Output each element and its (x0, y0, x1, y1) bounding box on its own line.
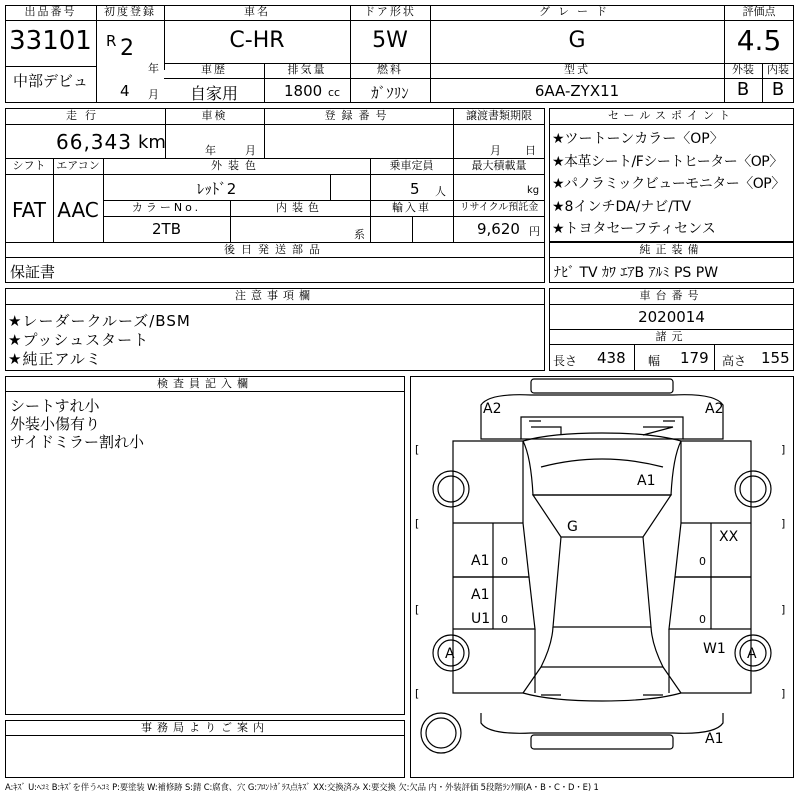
mark-windshield: G (567, 519, 578, 535)
mark-front-right: A2 (705, 401, 724, 417)
chassis-value: 2020014 (638, 308, 705, 326)
dims-label: 諸元 (655, 330, 688, 343)
width-value: 179 (680, 349, 709, 367)
note-item: ★レーダークルーズ/BSM (8, 312, 191, 330)
recycle-unit: 円 (529, 225, 540, 238)
mark-front-left: A2 (483, 401, 502, 417)
bracket-left: [ (415, 687, 420, 700)
int-color-label: 内装色 (276, 201, 324, 214)
fuel-label: 燃料 (377, 63, 403, 76)
era-prefix: R (106, 32, 117, 50)
car-diagram (410, 376, 794, 778)
mark-right-rear-fender: W1 (703, 641, 726, 657)
length-value: 438 (597, 349, 626, 367)
interior-value: B (771, 79, 785, 100)
mark-right-front-door: XX (719, 529, 739, 545)
grade-value: G (568, 28, 586, 53)
bracket-right: ] (781, 687, 786, 700)
inspector-line: サイドミラー割れ小 (10, 433, 144, 451)
bracket-left: [ (415, 603, 420, 616)
capacity-label: 乗車定員 (389, 159, 434, 172)
office-label: 事務局よりご案内 (141, 721, 269, 734)
debut-label: 中部デビュ (12, 72, 88, 90)
inspector-line: シートすれ小 (10, 397, 100, 415)
inspection-year-unit: 年 (205, 144, 216, 157)
note-item: ★純正アルミ (8, 350, 102, 368)
inspection-month-unit: 月 (245, 144, 256, 157)
mileage-unit: km (138, 132, 166, 153)
history-value: 自家用 (189, 84, 238, 103)
interior-label: 内装 (767, 63, 789, 76)
chassis-label: 車台番号 (639, 289, 704, 302)
model-value: 6AA-ZYX11 (534, 82, 620, 100)
mark-zero: 0 (699, 613, 706, 626)
sales-point-item: ★本革シート/Fシートヒーター〈OP〉 (552, 154, 783, 170)
mark-zero: 0 (699, 555, 706, 568)
inspection-label: 車検 (201, 109, 228, 122)
load-unit: kg (527, 185, 540, 196)
inspector-label: 検査員記入欄 (157, 377, 253, 390)
bracket-right: ] (781, 443, 786, 456)
equipment-value: ﾅﾋﾞ TV ｶﾜ ｴｱB ｱﾙﾐ PS PW (554, 265, 719, 281)
width-label: 幅 (648, 354, 661, 368)
first-reg-label: 初度登録 (104, 5, 156, 18)
shift-label: シフト (12, 159, 46, 172)
mark-left-front-door: A1 (471, 553, 490, 569)
int-color-unit: 系 (354, 228, 365, 241)
bracket-left: [ (415, 517, 420, 530)
mark-left-rear-door-1: A1 (471, 587, 490, 603)
year-unit: 年 (148, 62, 159, 75)
displacement-label: 排気量 (287, 63, 327, 76)
aircon-label: エアコン (56, 159, 100, 172)
sales-point-item: ★パノラミックビューモニター〈OP〉 (552, 176, 785, 192)
car-diagram-drawing (411, 377, 793, 777)
capacity-value: 5 (410, 180, 420, 198)
lot-number: 33101 (9, 26, 92, 56)
recycle-label: リサイクル預託金 (459, 202, 539, 213)
displacement-unit: cc (328, 86, 341, 99)
mark-zero: 0 (501, 613, 508, 626)
displacement-value: 1800 (284, 82, 323, 100)
sales-point-item: ★トヨタセーフティセンス (552, 221, 716, 237)
month-unit: 月 (148, 88, 159, 101)
import-label: 輸入車 (392, 201, 431, 214)
lot-label: 出品番号 (24, 5, 77, 18)
later-parts-value: 保証書 (10, 263, 56, 281)
ext-color-label: 外装色 (211, 159, 262, 172)
height-label: 高さ (722, 354, 747, 368)
transfer-month-unit: 月 (490, 144, 501, 157)
car-name: C-HR (229, 28, 285, 53)
fuel-value: ｶﾞｿﾘﾝ (371, 84, 409, 102)
history-label: 車歴 (201, 63, 227, 76)
year-value: 2 (120, 36, 134, 61)
note-item: ★プッシュスタート (8, 331, 150, 349)
shift-value: FAT (11, 198, 46, 222)
exterior-value: B (736, 79, 750, 100)
sales-point-item: ★ツートーンカラー〈OP〉 (552, 131, 724, 147)
bracket-right: ] (781, 517, 786, 530)
door-label: ドア形状 (364, 5, 416, 18)
height-value: 155 (761, 349, 790, 367)
door-value: 5W (372, 28, 408, 53)
exterior-label: 外装 (732, 63, 754, 76)
legend: A:ｷｽﾞ U:ﾍｺﾐ B:ｷｽﾞを伴うﾍｺﾐ P:要塗装 W:補修跡 S:錆 C:腐食、穴 G:ﾌﾛﾝﾄｶﾞﾗｽ点ｷｽﾞ XX:交換済み X:要交換 欠:欠品 内・外装評価 5段階ﾗﾝｸ順(A・B・C・D・E) 1 (5, 782, 599, 792)
sales-point-item: ★8インチDA/ナビ/TV (552, 199, 692, 215)
notes-label: 注意事項欄 (235, 289, 315, 302)
ext-color-value: ﾚｯﾄﾞ2 (196, 180, 237, 198)
mileage-label: 走行 (66, 109, 104, 122)
mileage-value: 66,343 (56, 130, 132, 154)
load-label: 最大積載量 (471, 159, 527, 172)
bracket-left: [ (415, 443, 420, 456)
car-name-label: 車名 (244, 5, 270, 18)
mark-left-rear-door-2: U1 (471, 611, 491, 627)
grade-label: グレード (539, 5, 615, 18)
length-label: 長さ (553, 354, 578, 368)
color-no-value: 2TB (152, 220, 181, 238)
transfer-day-unit: 日 (525, 144, 536, 157)
score-label: 評価点 (742, 5, 776, 18)
transfer-label: 譲渡書類期限 (466, 109, 532, 122)
mark-right-rear-wheel: A (747, 646, 757, 662)
color-no-label: カラーNo. (131, 201, 202, 214)
later-parts-label: 後日発送部品 (224, 243, 326, 256)
mark-zero: 0 (501, 555, 508, 568)
equipment-label: 純正装備 (639, 243, 704, 256)
score-value: 4.5 (736, 24, 782, 57)
recycle-value: 9,620 (477, 220, 520, 238)
reg-number-label: 登録番号 (324, 109, 393, 122)
bracket-right: ] (781, 603, 786, 616)
month-value: 4 (120, 82, 130, 100)
capacity-unit: 人 (435, 185, 446, 198)
mark-rear-bumper: A1 (705, 731, 724, 747)
inspector-line: 外装小傷有り (10, 415, 101, 433)
mark-left-rear-wheel: A (445, 646, 455, 662)
sales-points-label: セールスポイント (607, 109, 735, 122)
mark-hood: A1 (637, 473, 656, 489)
aircon-value: AAC (57, 198, 99, 222)
model-label: 型式 (564, 63, 590, 76)
